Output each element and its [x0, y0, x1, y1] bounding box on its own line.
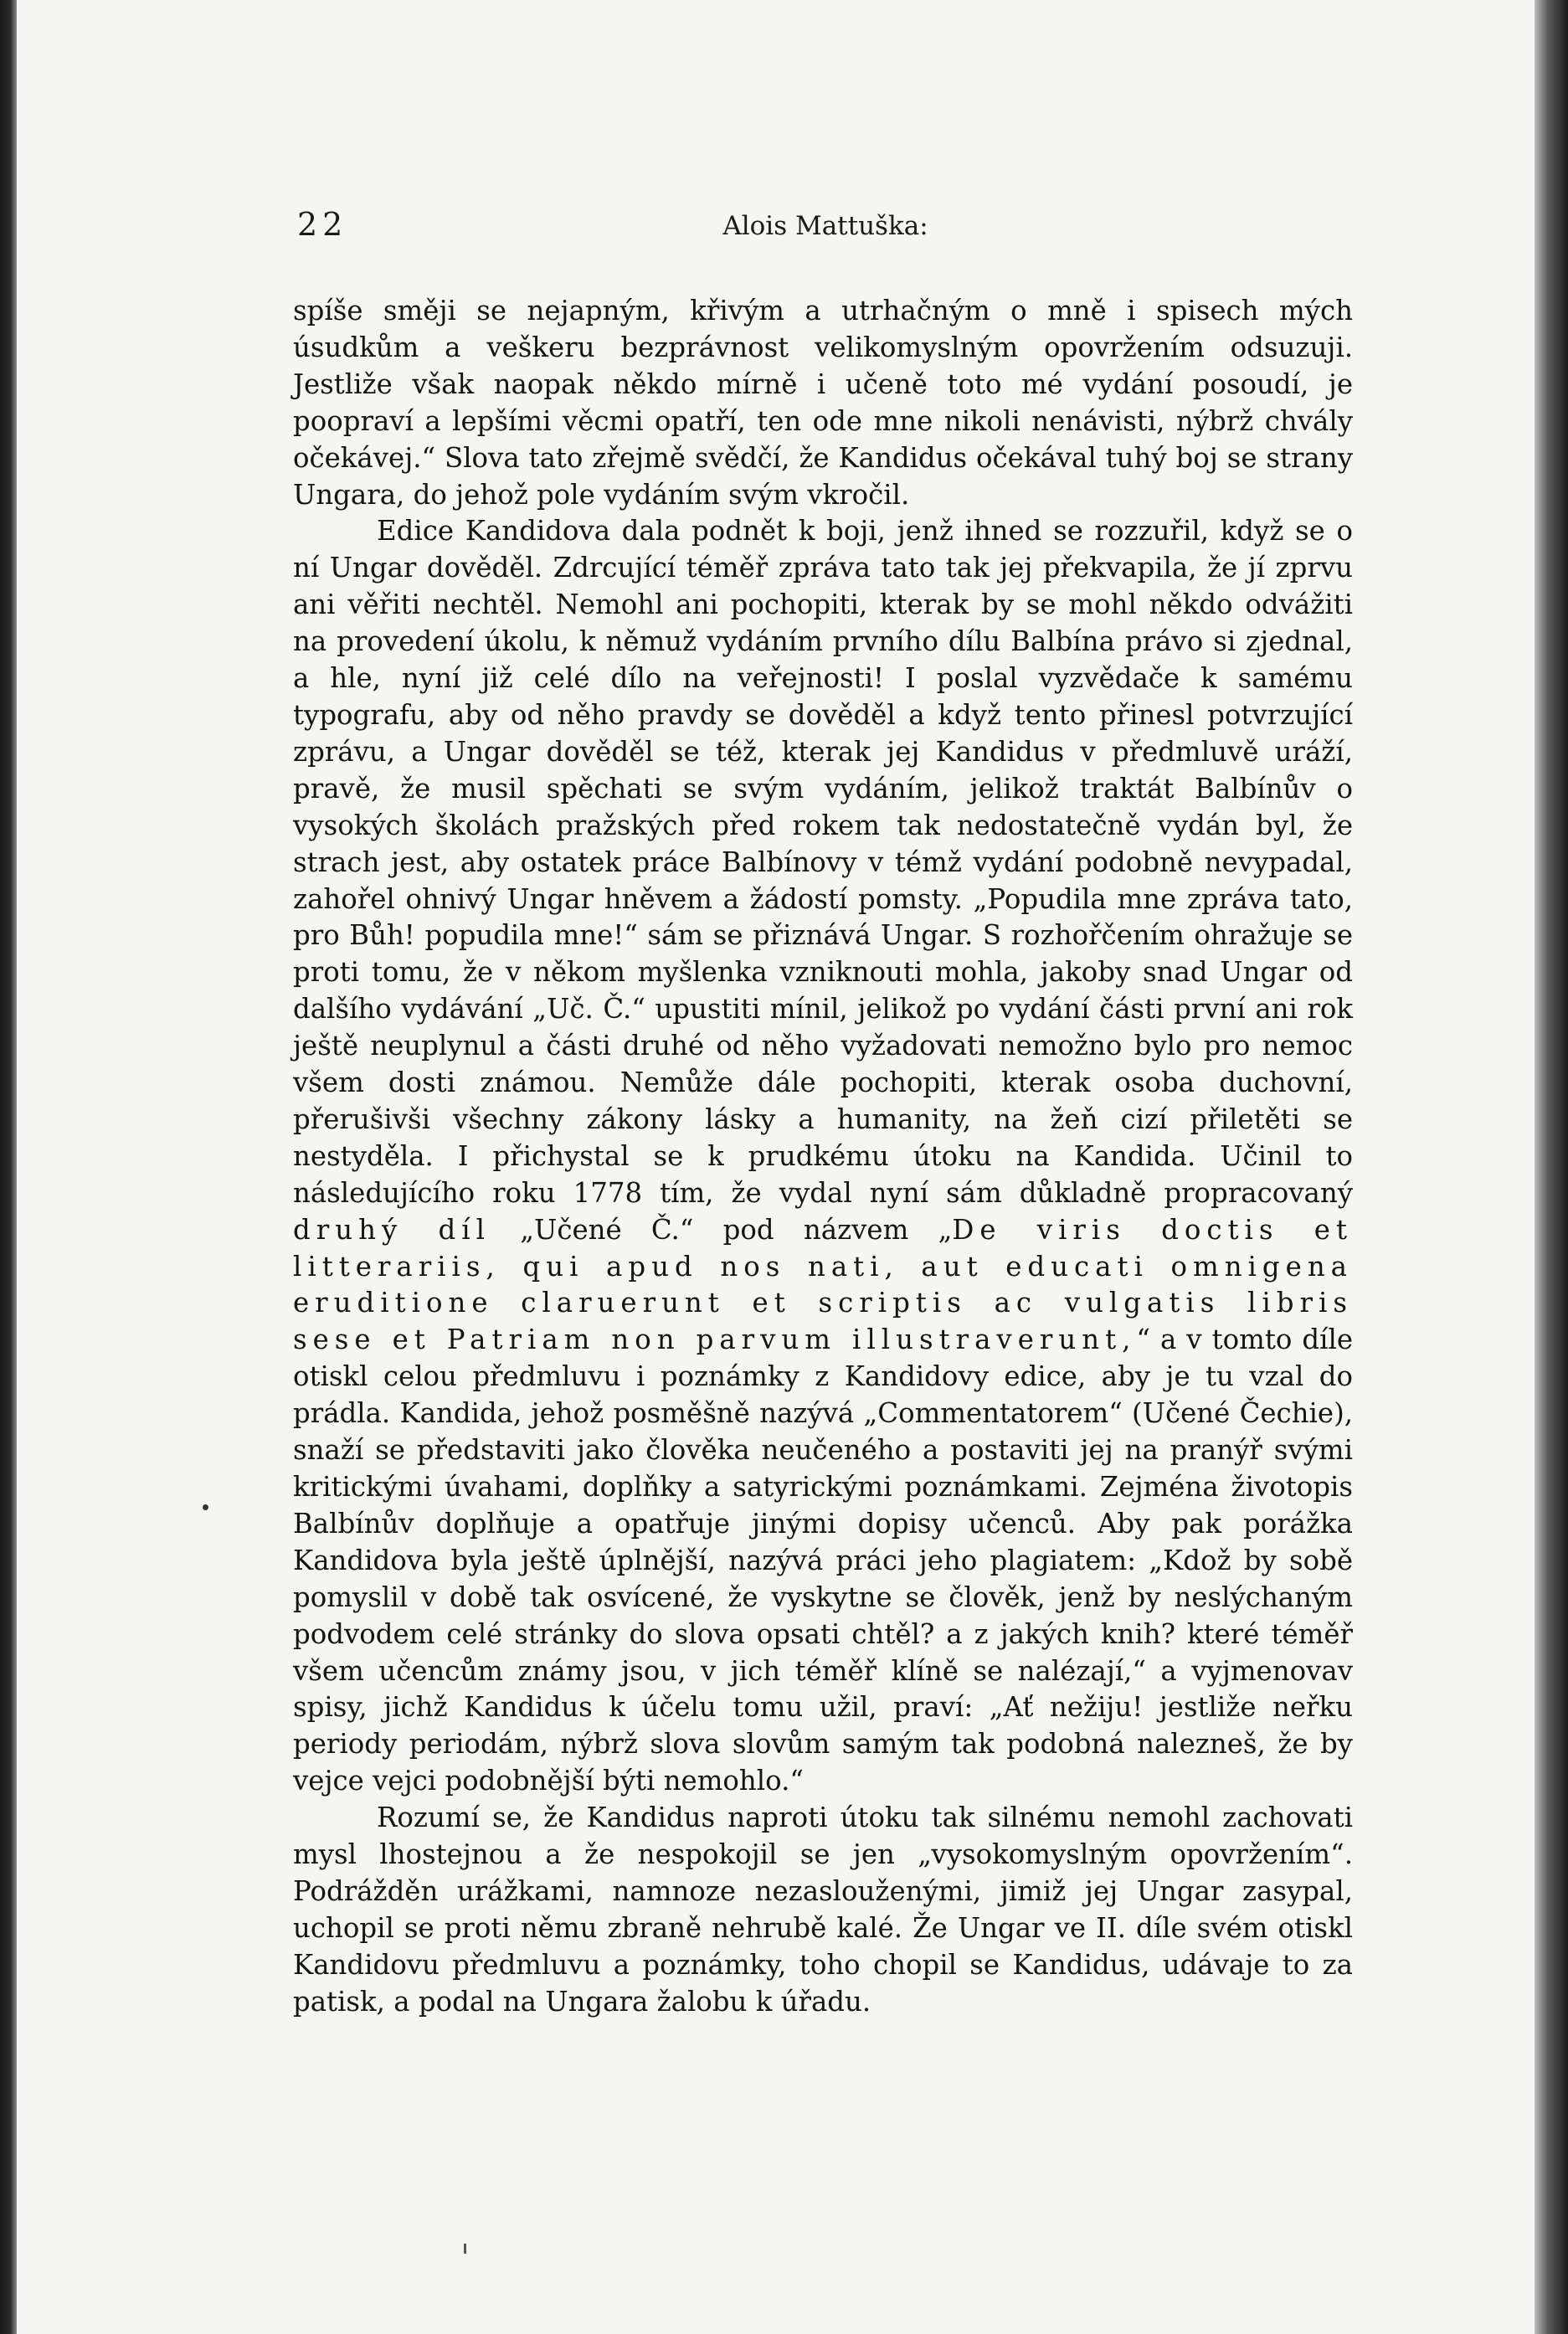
book-page — [17, 0, 1535, 2334]
paragraph-3: Rozumí se, že Kandidus naproti útoku tak silnému nemohl zachovati mysl lhostejnou a že nespokojil se jen „vysokomyslným opovržením“. Podrážděn urážkami, namnoze nezaslouženými, jimiž jej Ungar zasypal, uchopil se proti němu zbraně nehrubě kalé. Že Ungar ve II. díle svém otiskl Kandidovu předmluvu a poznámky, toho chopil se Kandidus, udávaje to za patisk, a podal na Ungara žalobu k úřadu. — [293, 1802, 1353, 2018]
bottom-ink-mark — [464, 2244, 466, 2254]
paragraph-2-part-a: Edice Kandidova dala podnět k boji, jenž ihned se rozzuřil, když se o ní Ungar dověděl. Zdrcující téměř zpráva tato tak jej překvapila, že jí zprvu ani věřiti nechtěl. Nemohl ani pochopiti, kterak by se mohl někdo odvážiti na provedení úkolu, k němuž vydáním prvního dílu Balbína právo si zjednal, a hle, nyní již celé dílo na veřejnosti! I poslal vyzvědače k samému typografu, aby od něho pravdy se dověděl a když tento přinesl potvrzující zprávu, a Ungar dověděl se též, kterak jej Kandidus v předmluvě uráží, pravě, že musil spěchati se svým vydáním, jelikož traktát Balbínův o vysokých školách pražských před rokem tak nedostatečně vydán byl, že strach jest, aby ostatek práce Balbínovy v témž vydání podobně nevypadal, zahořel ohnivý Ungar hněvem a žádostí pomsty. „Popudila mne zpráva tato, pro Bůh! popudila mne!“ sám se přiznává Ungar. S rozhořčením ohražuje se proti tomu, že v někom myšlenka vzniknouti mohla, jakoby snad Ungar od dalšího vydávání „Uč. Č.“ upustiti mínil, jelikož po vydání části první ani rok ještě neuplynul a části druhé od něho vyžadovati nemožno bylo pro nemoc všem dosti známou. Nemůže dále pochopiti, kterak osoba duchovní, přerušivši všechny zákony lásky a humanity, na žeň cizí přiletěti se nestyděla. I přichystal se k prudkému útoku na Kandida. Učinil to následujícího roku 1778 tím, že vydal nyní sám důkladně propracovaný — [293, 515, 1353, 1209]
paragraph-2 — [293, 513, 1353, 1800]
paragraph-2-part-c: “ a v tomto díle otiskl celou předmluvu i poznámky z Kandidovy edice, aby je tu vzal do prádla. Kandida, jehož posměšně nazývá „Commentatorem“ (Učené Čechie), snaží se představiti jako člověka neučeného a postaviti jej na pranýř svými kritickými úvahami, doplňky a satyrickými poznámkami. Zejména životopis Balbínův doplňuje a opatřuje jinými dopisy učenců. Aby pak porážka Kandidova byla ještě úplnější, nazývá práci jeho plagiatem: „Kdož by sobě pomyslil v době tak osvícené, že vyskytne se člověk, jenž by neslýchaným podvodem celé stránky do slova opsati chtěl? a z jakých knih? které téměř všem učencům známy jsou, v jich téměř klíně se nalézají,“ a vyjmenovav spisy, jichž Kandidus k účelu tomu užil, praví: „Ať nežiju! jestliže neřku periody periodám, nýbrž slova slovům samým tak podobná nalezneš, že by vejce vejci podobnější býti nemohlo.“ — [293, 1324, 1354, 1797]
latin-title-spaced: De viris doctis et litterariis, qui apud nos nati, aut educati omnigena eruditione claruerunt et scriptis ac vulgatis libris sese et Patriam non parvum illustraverunt, — [293, 1213, 1353, 1356]
spaced-text-druhy-dil: druhý díl — [293, 1213, 491, 1246]
running-head: Alois Mattuška: — [722, 211, 928, 241]
page-header — [297, 206, 1354, 256]
page-number: 22 — [297, 206, 348, 243]
margin-dot-mark — [203, 1504, 208, 1510]
paragraph-1: spíše směji se nejapným, křivým a utrhačným o mně i spisech mých úsudkům a veškeru bezprávnost velikomyslným opovržením odsuzuji. Jestliže však naopak někdo mírně i učeně toto mé vydání posoudí, je poopraví a lepšími věcmi opatří, ten ode mne nikoli nenávisti, nýbrž chvály očekávej.“ Slova tato zřejmě svědčí, že Kandidus očekával tuhý boj se strany Ungara, do jehož pole vydáním svým vkročil. — [293, 295, 1353, 511]
body-text — [293, 293, 1353, 2021]
scan-right-edge — [1535, 0, 1568, 2334]
scan-left-edge — [0, 0, 17, 2334]
paragraph-2-part-b: „Učené Č.“ pod názvem „ — [520, 1213, 953, 1246]
